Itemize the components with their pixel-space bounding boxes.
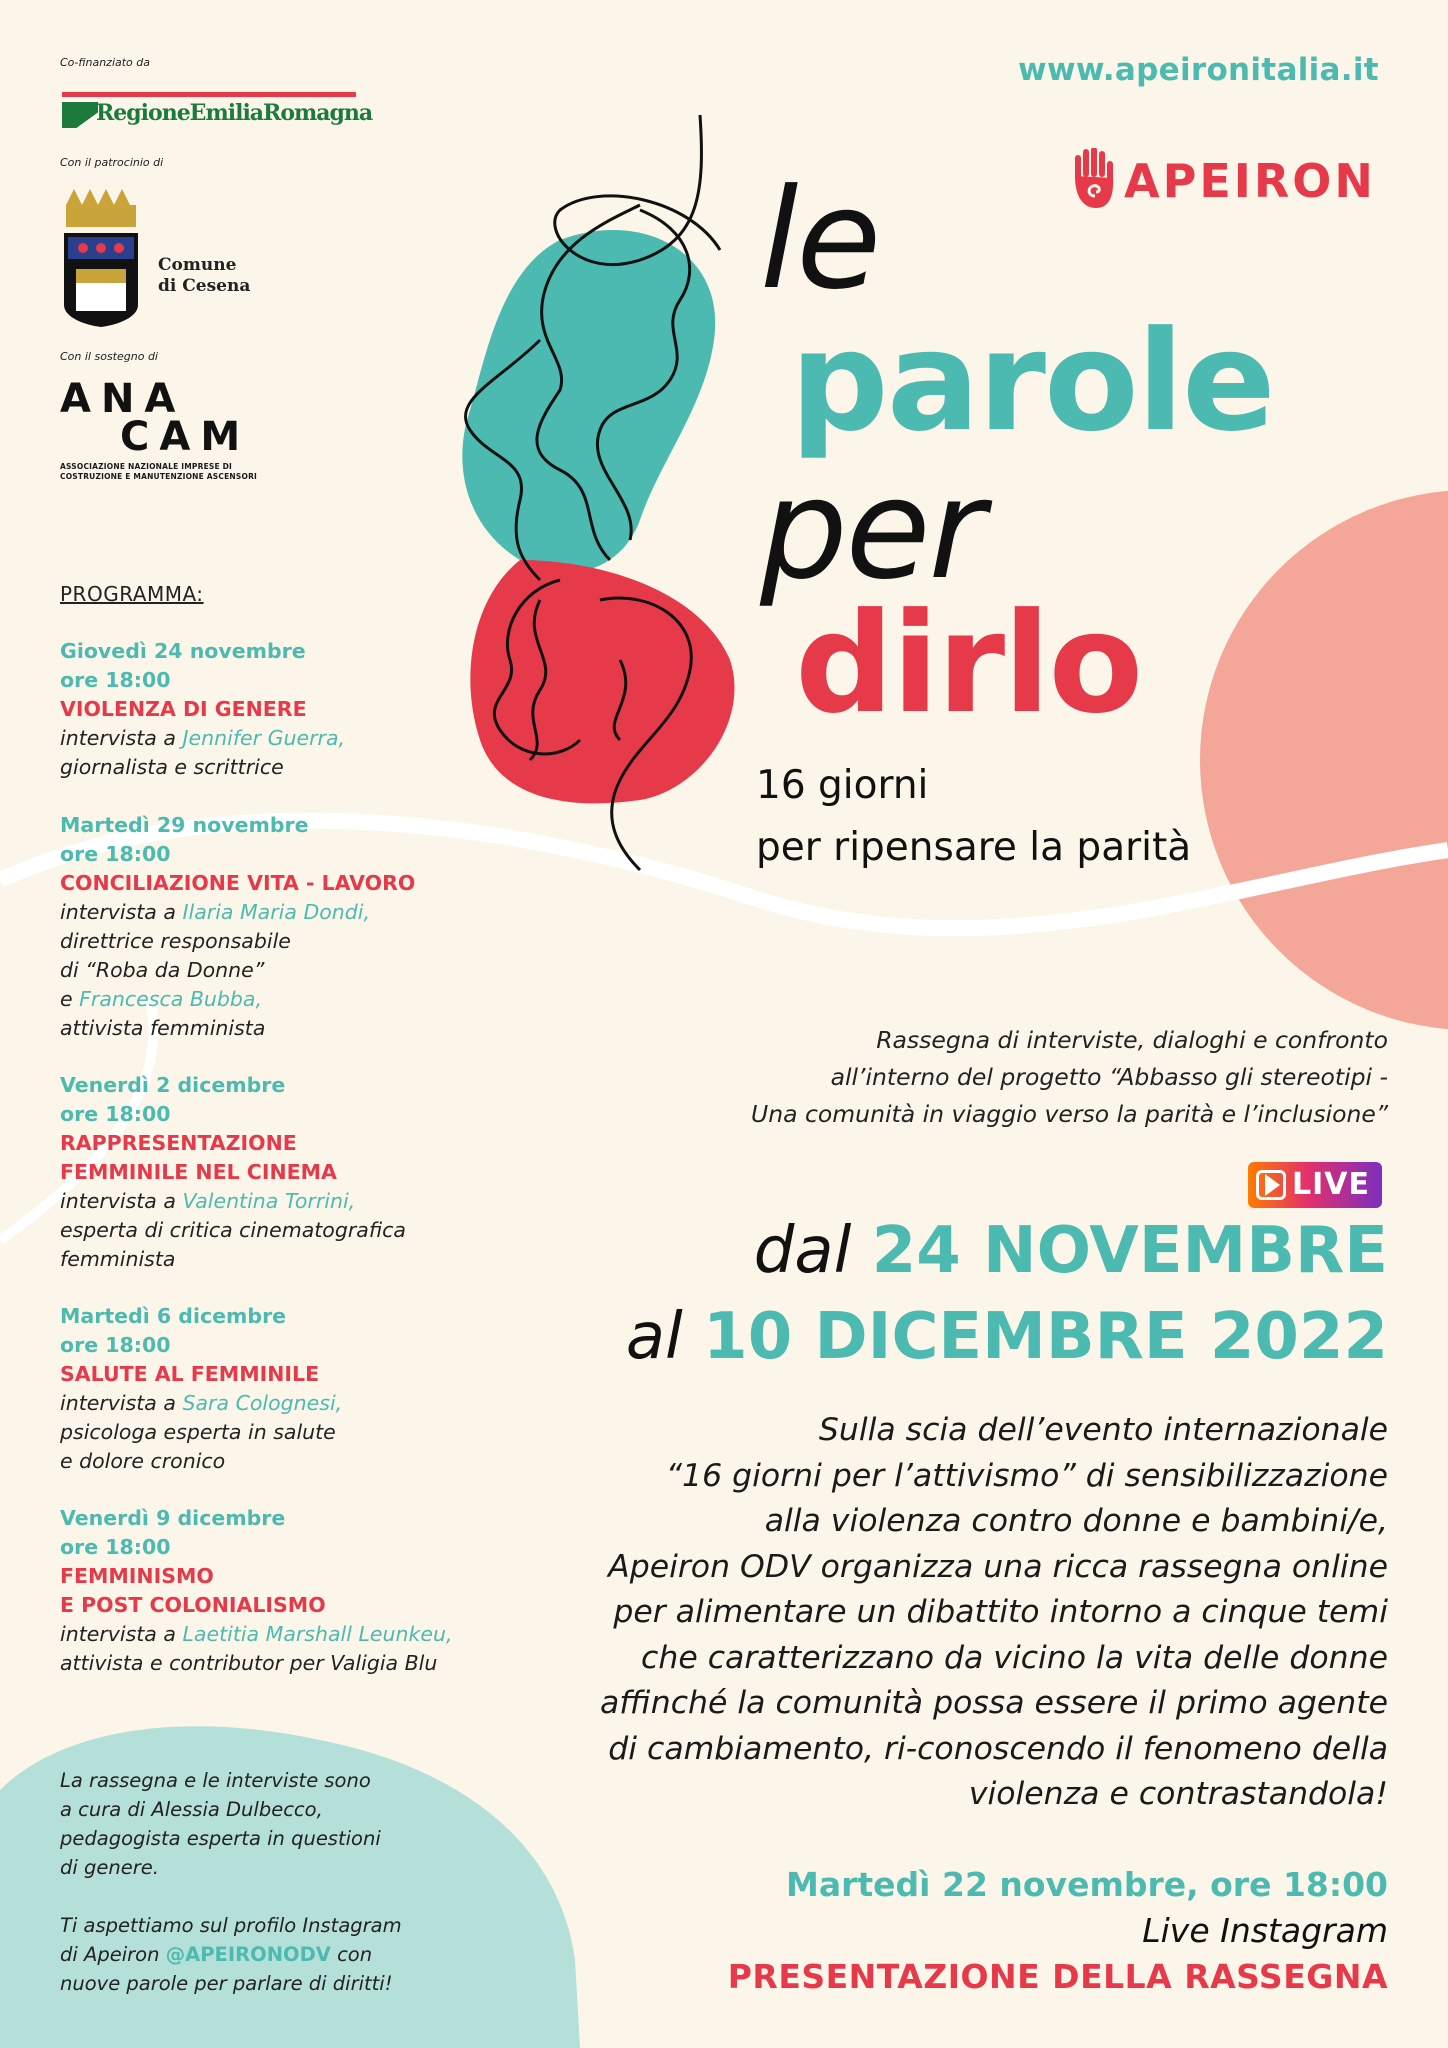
body-line: di cambiamento, ri-conoscendo il fenomeno della [608,1730,1388,1767]
event-intro: intervista a [60,726,183,750]
event-date: Giovedì 24 novembre [60,639,306,663]
live-badge [1248,1162,1382,1208]
body-line: Apeiron ODV organizza una ricca rassegna online [608,1548,1388,1585]
curatrice-line: pedagogista esperta in questioni [60,1827,381,1850]
cofinanziato-label: Co-finanziato da [60,56,151,69]
instagram-line-1: Ti aspettiamo sul profilo Instagram [60,1914,402,1937]
date-range [626,1208,1388,1380]
instagram-pre: di Apeiron [60,1943,166,1966]
presentation-title: PRESENTAZIONE DELLA RASSEGNA [727,1957,1388,1996]
play-icon [1265,1174,1280,1196]
event-3 [60,1071,490,1274]
event-time: ore 18:00 [60,668,171,692]
hand-icon [1070,148,1118,210]
presentation-live: Live Instagram [1142,1911,1388,1950]
rassegna-line: all’interno del progetto “Abbasso gli stereotipi - [830,1063,1388,1091]
presentation-event [728,1862,1388,2000]
subtitle-line-2: per ripensare la parità [756,825,1192,870]
curatrice-line: di genere. [60,1856,159,1879]
event-intro: intervista a [60,1189,183,1213]
anacam-sub-line-1: ASSOCIAZIONE NAZIONALE IMPRESE DI [60,462,233,471]
event-title: E POST COLONIALISMO [60,1593,326,1617]
patrocinio-label: Con il patrocinio di [60,156,164,169]
body-line: per alimentare un dibattito intorno a cinque temi [613,1594,1388,1630]
curatrice-line: a cura di Alessia Dulbecco, [60,1798,323,1821]
anacam-sub-line-2: COSTRUZIONE E MANUTENZIONE ASCENSORI [60,472,258,481]
event-intro: intervista a [60,900,183,924]
comune-line-1: Comune [158,255,237,275]
date-start: 24 NOVEMBRE [871,1214,1388,1288]
event-title: FEMMINILE NEL CINEMA [60,1160,337,1184]
body-line: “16 giorni per l’attivismo” di sensibilizzazione [665,1457,1388,1494]
event-time: ore 18:00 [60,1102,171,1126]
presentation-date: Martedì 22 novembre, ore 18:00 [786,1865,1388,1904]
event-date: Martedì 6 dicembre [60,1304,287,1328]
event-role: attivista femminista [60,1016,266,1040]
event-guest: Ilaria Maria Dondi, [182,900,370,924]
event-guest: Francesca Bubba, [79,987,262,1011]
event-5 [60,1504,490,1678]
event-role: psicologa esperta in salute [60,1420,336,1444]
event-date: Venerdì 2 dicembre [60,1073,286,1097]
rassegna-description [628,1022,1388,1133]
body-line: violenza e contrastandola! [968,1776,1388,1812]
title-parole: parole [790,301,1274,462]
event-guest: Jennifer Guerra, [182,726,346,750]
programma-heading: PROGRAMMA: [60,582,204,606]
subtitle [756,755,1191,879]
event-intro: intervista a [60,1622,183,1646]
body-line: che caratterizzano da vicino la vita delle donne [641,1639,1388,1676]
anacam-row-1: ANA [60,376,186,422]
website-link[interactable]: www.apeironitalia.it [1018,52,1379,88]
title-per: per [760,449,984,610]
body-line: Sulla scia dell’evento internazionale [818,1412,1388,1448]
event-4 [60,1302,490,1476]
body-line: affinché la comunità possa essere il primo agente [599,1685,1388,1721]
date-pre-1: dal [753,1214,872,1288]
event-role: esperta di critica cinematografica [60,1218,406,1242]
event-role: e dolore cronico [60,1449,226,1473]
event-role: direttrice responsabile [60,929,291,953]
title-le: le [760,159,880,320]
cesena-crest-icon [58,185,144,330]
teal-face-blob [462,230,715,573]
event-date: Martedì 29 novembre [60,813,309,837]
event-date: Venerdì 9 dicembre [60,1506,286,1530]
rer-flag-icon [62,102,98,128]
comune-cesena-name [158,255,250,297]
rassegna-line: Rassegna di interviste, dialoghi e confronto [876,1026,1388,1054]
event-time: ore 18:00 [60,842,171,866]
curatrice-note [60,1766,460,1998]
event-intro: e [60,987,80,1011]
event-title: SALUTE AL FEMMINILE [60,1362,320,1386]
event-role: giornalista e scrittrice [60,755,284,779]
event-title: RAPPRESENTAZIONE [60,1131,297,1155]
anacam-logo [60,376,251,460]
event-1 [60,637,490,782]
body-line: alla violenza contro donne e bambini/e, [764,1503,1388,1539]
event-title: CONCILIAZIONE VITA - LAVORO [60,871,416,895]
live-label: LIVE [1292,1167,1370,1202]
event-role: di “Roba da Donne” [60,958,265,982]
event-title: VIOLENZA DI GENERE [60,697,307,721]
subtitle-line-1: 16 giorni [756,763,929,808]
description-body [488,1408,1388,1818]
comune-line-2: di Cesena [158,276,251,296]
anacam-subtitle [60,462,257,482]
rer-name: RegioneEmiliaRomagna [96,100,373,126]
event-guest: Sara Colognesi, [182,1391,343,1415]
instagram-post: con [330,1943,373,1966]
sostegno-label: Con il sostegno di [60,350,158,363]
event-time: ore 18:00 [60,1333,171,1357]
title-dirlo: dirlo [795,583,1142,744]
event-role: femminista [60,1247,176,1271]
instagram-handle-link[interactable]: @APEIRONODV [165,1943,331,1966]
apeiron-brand: APEIRON [1124,154,1376,208]
curatrice-line: La rassegna e le interviste sono [60,1769,371,1792]
instagram-line-3: nuove parole per parlare di diritti! [60,1972,393,1995]
rassegna-line: Una comunità in viaggio verso la parità e l’inclusione” [751,1100,1388,1128]
date-pre-2: al [625,1300,704,1374]
event-guest: Valentina Torrini, [182,1189,356,1213]
event-intro: intervista a [60,1391,183,1415]
event-time: ore 18:00 [60,1535,171,1559]
salmon-circle [1200,490,1448,1030]
event-title: FEMMINISMO [60,1564,214,1588]
regione-emilia-romagna-logo [62,92,373,132]
rer-bar [62,92,356,97]
event-role: attivista e contributor per Valigia Blu [60,1651,438,1675]
anacam-row-2: CAM [120,414,251,460]
date-end: 10 DICEMBRE 2022 [703,1300,1388,1374]
event-2 [60,811,490,1043]
event-guest: Laetitia Marshall Leunkeu, [182,1622,453,1646]
